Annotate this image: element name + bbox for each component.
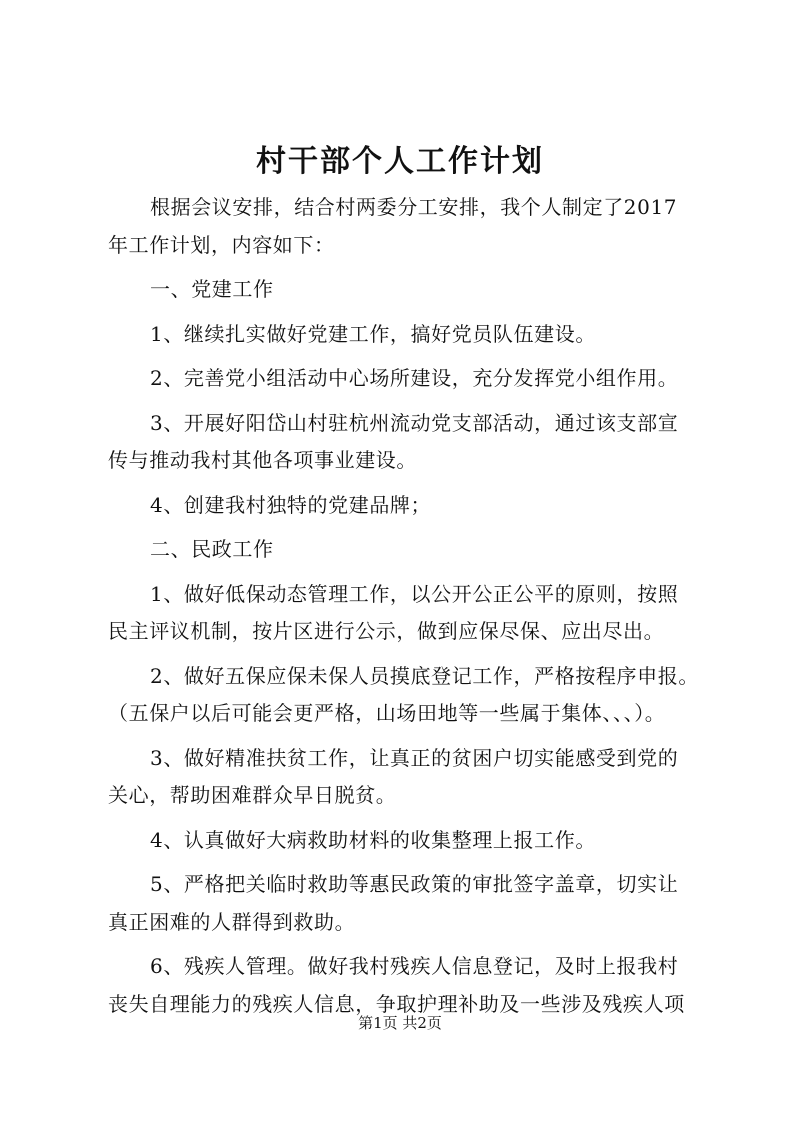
paragraph-line: 1、做好低保动态管理工作，以公开公正公平的原则，按照 [150, 581, 679, 606]
paragraph-line: 4、认真做好大病救助材料的收集整理上报工作。 [150, 827, 596, 852]
paragraph-line: 6、残疾人管理。做好我村残疾人信息登记，及时上报我村 [150, 954, 679, 978]
paragraph-line: 根据会议安排，结合村两委分工安排，我个人制定了2017 [150, 195, 678, 219]
paragraph-line: 3、做好精准扶贫工作，让真正的贫困户切实能感受到党的 [150, 745, 679, 770]
paragraph-line: 1、继续扎实做好党建工作，搞好党员队伍建设。 [150, 321, 596, 346]
paragraph-line: 传与推动我村其他各项事业建设。 [108, 448, 417, 472]
paragraph-line: 4、创建我村独特的党建品牌； [150, 492, 432, 517]
paragraph-line: 丧失自理能力的残疾人信息，争取护理补助及一些涉及残疾人项 [108, 991, 685, 1016]
paragraph-line: 2、做好五保应保未保人员摸底登记工作，严格按程序申报。 [150, 663, 699, 688]
paragraph-line: 民主评议机制，按片区进行公示，做到应保尽保、应出尽出。 [108, 619, 665, 643]
page-number-footer: 第1页 共2页 [358, 1014, 442, 1032]
document-body [108, 189, 728, 1023]
paragraph-line: 5、严格把关临时救助等惠民政策的审批签字盖章，切实让 [150, 872, 679, 896]
paragraph-line: （五保户以后可能会更严格，山场田地等一些属于集体、、、）。 [108, 701, 666, 725]
document-title: 村干部个人工作计划 [256, 144, 544, 179]
paragraph-line: 2、完善党小组活动中心场所建设，充分发挥党小组作用。 [150, 366, 679, 390]
paragraph-line: 关心，帮助困难群众早日脱贫。 [108, 783, 397, 807]
paragraph-line: 年工作计划，内容如下： [108, 232, 335, 257]
paragraph-line: 3、开展好阳岱山村驻杭州流动党支部活动，通过该支部宣 [150, 410, 679, 435]
section-heading: 二、民政工作 [150, 537, 274, 561]
section-heading: 一、党建工作 [150, 277, 274, 301]
paragraph-line: 真正困难的人群得到救助。 [108, 909, 356, 934]
